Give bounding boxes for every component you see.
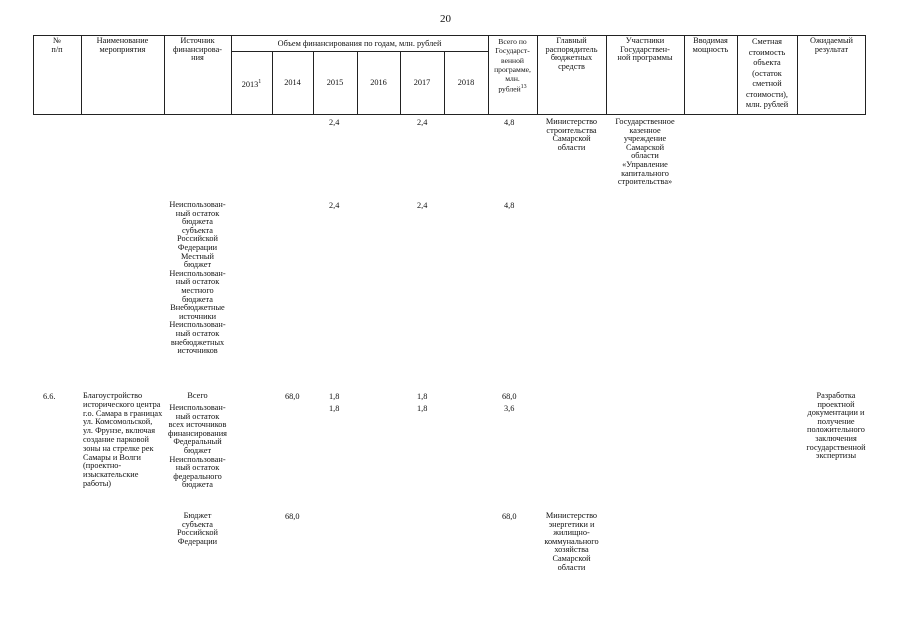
- header-source: Источник финансирова- ния: [172, 36, 223, 63]
- b1-participant: Государственное казенное учреждение Самарской области «Управление капитального строительства»: [615, 117, 675, 187]
- b1-r1-2015: 2,4: [329, 118, 340, 127]
- b2-name: Благоустройство исторического центра г.о. Самара в границах ул. Комсомольской, ул. Фрунзе, включая создание парковой зоны на стрелке рек Самары и Волги (проектно- изыскательские работы): [83, 391, 163, 488]
- b2-row-region-total: 68,0: [502, 512, 517, 521]
- header-result: Ожидаемый результат: [809, 36, 854, 54]
- b1-r2-2015: 2,4: [329, 201, 340, 210]
- b2-result: Разработка проектной документации и получение положительного заключения государственной экспертизы: [806, 391, 866, 461]
- b1-sources: Неиспользован- ный остаток бюджета субъекта Российской Федерации Местный бюджет Неиспользован- ный остаток местного бюджета Внебюджетные источники Неиспользован- ный остаток внебюджетных источников: [169, 200, 226, 356]
- b2-row-all-2014: 68,0: [285, 392, 300, 401]
- row-divider: [231, 51, 488, 52]
- header-cost: Сметная стоимость объекта (остаток сметной стоимости), млн. рублей: [745, 37, 789, 109]
- b2-row-all-2017: 1,8: [417, 392, 428, 401]
- header-participants: Участники Государствен- ной программы: [617, 36, 673, 63]
- b2-row-all-2015: 1,8: [329, 392, 340, 401]
- header-total: Всего по Государст- венной программе, млн. рублей$^{13}$: [494, 37, 531, 95]
- b2-row-unused-source: Неиспользован- ный остаток всех источников финансирования Федеральный бюджет Неиспользован- ный остаток федерального бюджета: [168, 403, 227, 490]
- b2-row-all-source: Всего: [187, 391, 208, 400]
- b2-row-region-source: Бюджет субъекта Российской Федерации: [177, 511, 218, 546]
- b2-row-region-2014: 68,0: [285, 512, 300, 521]
- b2-number: 6.6.: [43, 392, 56, 401]
- page-number: 20: [440, 13, 451, 25]
- header-name: Наименование мероприятия: [96, 36, 149, 54]
- header-year-2016: 2016: [370, 78, 387, 87]
- header-year-2015: 2015: [326, 78, 344, 87]
- b2-row-unused-2015: 1,8: [329, 404, 340, 413]
- b1-r2-total: 4,8: [504, 201, 515, 210]
- b1-r1-2017: 2,4: [417, 118, 428, 127]
- b1-r1-total: 4,8: [504, 118, 515, 127]
- header-year-2017: 2017: [413, 78, 431, 87]
- header-manager: Главный распорядитель бюджетных средств: [545, 36, 598, 71]
- b1-r2-2017: 2,4: [417, 201, 428, 210]
- header-year-2014: 2014: [284, 78, 301, 87]
- header-number: № п/п: [51, 36, 63, 54]
- b1-manager: Министерство строительства Самарской области: [545, 117, 598, 152]
- header-funding: Объем финансирования по годам, млн. рублей: [277, 39, 442, 48]
- b2-row-unused-total: 3,6: [504, 404, 515, 413]
- header-capacity: Вводимая мощность: [692, 36, 729, 54]
- b2-manager: Министерство энергетики и жилищно- коммунального хозяйства Самарской области: [544, 511, 599, 572]
- b2-row-all-total: 68,0: [502, 392, 517, 401]
- header-year-2013: 2013$^1$: [241, 79, 262, 89]
- b2-row-unused-2017: 1,8: [417, 404, 428, 413]
- header-year-2018: 2018: [457, 78, 475, 87]
